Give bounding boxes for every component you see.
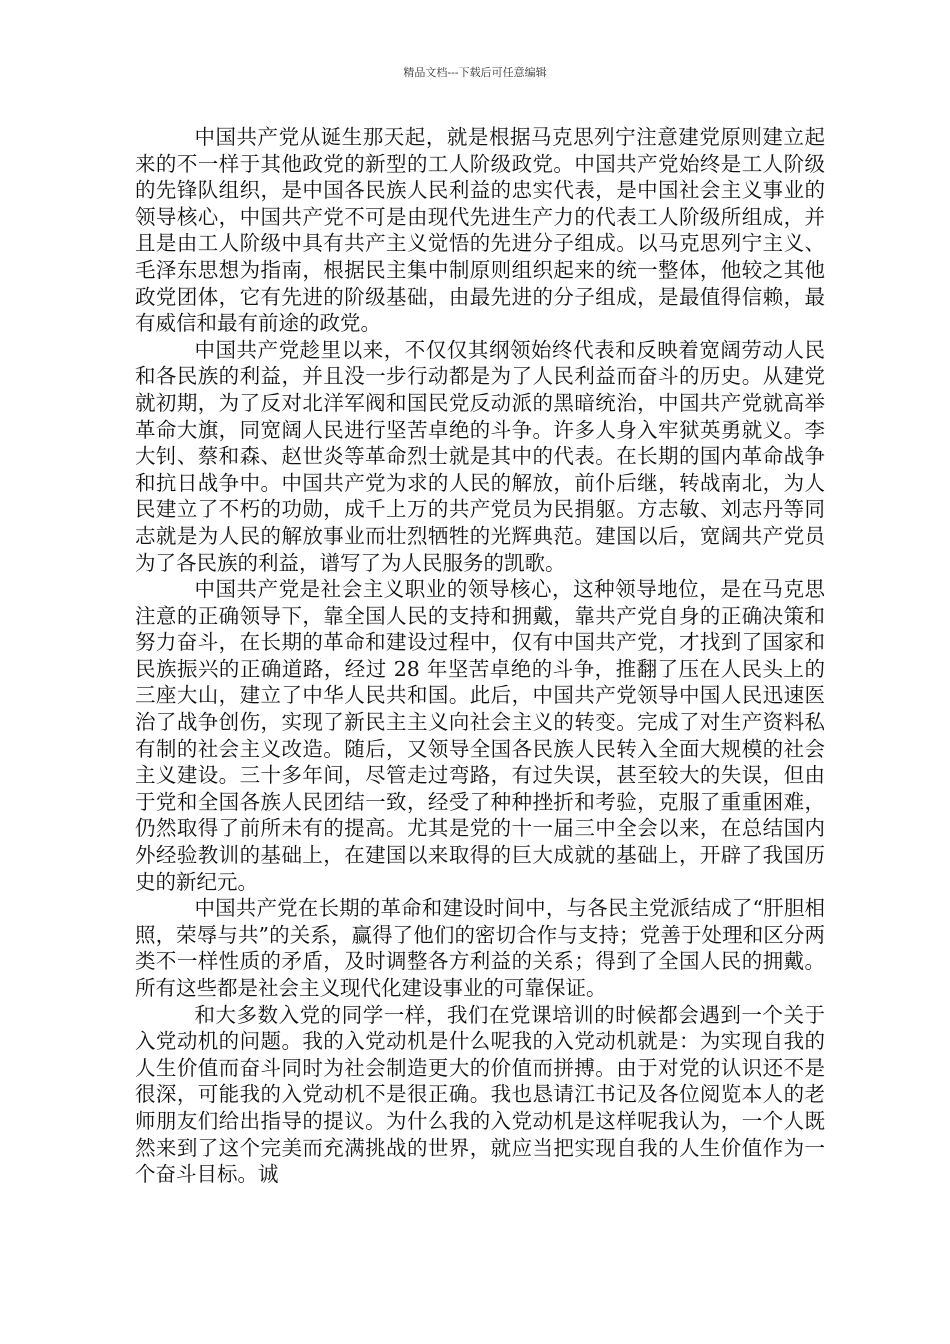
page-header: 精品文档---下载后可任意编辑 bbox=[403, 66, 547, 79]
paragraph-3: 中国共产党是社会主义职业的领导核心，这种领导地位，是在马克思注意的正确领导下，靠全国人民的支持和拥戴，靠共产党自身的正确决策和努力奋斗，在长期的革命和建设过程中，仅有中国共产党，才找到了国家和民族振兴的正确道路，经过 28 年坚苦卓绝的斗争，推翻了压在人民头上的三座大山，建立了中华人民共和国。此后，中国共产党领导中国人民迅速医治了战争创伤，实现了新民主主义向社会主义的转变。完成了对生产资料私有制的社会主义改造。随后，又领导全国各民族人民转入全面大规模的社会主义建设。三十多年间，尽管走过弯路，有过失误，甚至较大的失误，但由于党和全国各族人民团结一致，经受了种种挫折和考验，克服了重重困难，仍然取得了前所未有的提高。尤其是党的十一届三中全会以来，在总结国内外经验教训的基础上，在建国以来取得的巨大成就的基础上，开辟了我国历史的新纪元。 bbox=[135, 577, 825, 894]
paragraph-2: 中国共产党趁里以来，不仅仅其纲领始终代表和反映着宽阔劳动人民和各民族的利益，并且没一步行动都是为了人民利益而奋斗的历史。从建党就初期，为了反对北洋军阀和国民党反动派的黑暗统治，中国共产党就高举革命大旗，同宽阔人民进行坚苦卓绝的斗争。许多人身入牢狱英勇就义。李大钊、蔡和森、赵世炎等革命烈士就是其中的代表。在长期的国内革命战争和抗日战争中。中国共产党为求的人民的解放，前仆后继，转战南北，为人民建立了不朽的功勋，成千上万的共产党员为民捐躯。方志敏、刘志丹等同志就是为人民的解放事业而壮烈牺牲的光辉典范。建国以后，宽阔共产党员为了各民族的利益，谱写了为人民服务的凯歌。 bbox=[135, 337, 825, 575]
paragraph-5: 和大多数入党的同学一样，我们在党课培训的时候都会遇到一个关于入党动机的问题。我的入党动机是什么呢我的入党动机就是：为实现自我的人生价值而奋斗同时为社会制造更大的价值而拼搏。由于对党的认识还不是很深，可能我的入党动机不是很正确。我也恳请江书记及各位阅览本人的老师朋友们给出指导的提议。为什么我的入党动机是这样呢我认为，一个人既然来到了这个完美而充满挑战的世界，就应当把实现自我的人生价值作为一个奋斗目标。诚 bbox=[135, 1002, 825, 1187]
paragraph-4: 中国共产党在长期的革命和建设时间中，与各民主党派结成了“肝胆相照，荣辱与共”的关系，赢得了他们的密切合作与支持；党善于处理和区分两类不一样性质的矛盾，及时调整各方利益的关系；得到了全国人民的拥戴。所有这些都是社会主义现代化建设事业的可靠保证。 bbox=[135, 896, 825, 1000]
paragraph-1: 中国共产党从诞生那天起，就是根据马克思列宁注意建党原则建立起来的不一样于其他政党的新型的工人阶级政党。中国共产党始终是工人阶级的先锋队组织，是中国各民族人民利益的忠实代表，是中国社会主义事业的领导核心，中国共产党不可是由现代先进生产力的代表工人阶级所组成，并且是由工人阶级中具有共产主义觉悟的先进分子组成。以马克思列宁主义、毛泽东思想为指南，根据民主集中制原则组织起来的统一整体，他较之其他政党团体，它有先进的阶级基础，由最先进的分子组成，是最值得信赖，最有威信和最有前途的政党。 bbox=[135, 125, 825, 336]
document-body bbox=[135, 124, 825, 1188]
